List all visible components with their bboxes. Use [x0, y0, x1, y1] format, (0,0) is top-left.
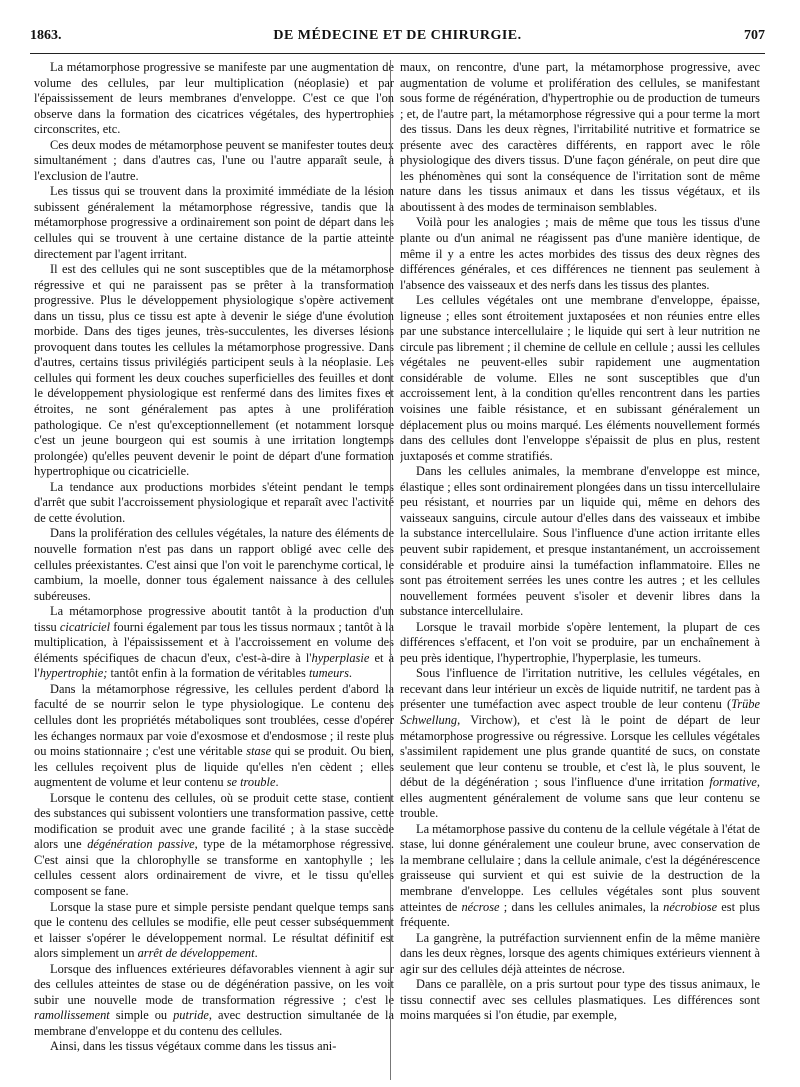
- text-run: , avec destruction simultanée de la membrane d'enveloppe et du contenu des cellules.: [34, 1008, 394, 1038]
- italic-term: hyperplasie: [311, 650, 370, 665]
- text-run: .: [275, 775, 279, 790]
- text-run: est plus fréquente.: [400, 899, 760, 930]
- paragraph: [34, 604, 394, 682]
- italic-term: dégénération passive: [87, 837, 195, 852]
- italic-term: se trouble: [226, 775, 276, 790]
- italic-term: arrêt de développement: [137, 946, 255, 961]
- text-run: .: [254, 946, 258, 961]
- text-run: ; dans les cellules animales, la: [499, 899, 664, 914]
- paragraph: [400, 931, 760, 978]
- text-run: Les cellules végétales ont une membrane d'enveloppe, épaisse, ligneuse ; elles sont étroitement juxtaposées et non réunies entre elles par une substance intercellulaire ; le liquide qui sert à leur nutrition ne circule pas librement ; il chemine de cellule en cellule ; aussi les cellules végétales ne peuvent-elles subir rapidement une augmentation considérable de volume. Elles ne sont susceptibles que d'un accroissement lent, à la condition qu'elles rencontrent dans les parties voisines une faible résistance, et en subissant généralement un déplacement plus ou moins marqué. Les éléments nouvellement formés dans des cellules dont l'enveloppe s'épaissit de plus en plus, restent juxtaposés et comme stratifiés.: [400, 293, 760, 463]
- italic-term: putride: [173, 1008, 209, 1023]
- italic-term: nécrobiose: [663, 899, 718, 914]
- column-divider: [390, 60, 391, 1080]
- paragraph: [34, 900, 394, 962]
- text-run: Ainsi, dans les tissus végétaux comme dans les tissus ani-: [50, 1039, 337, 1054]
- paragraph: [34, 138, 394, 185]
- paragraph: [34, 184, 394, 262]
- paragraph: [400, 666, 760, 821]
- page-number: 707: [744, 28, 765, 43]
- header-rule: [30, 53, 765, 54]
- left-column: [34, 60, 394, 1080]
- paragraph: [400, 60, 760, 215]
- text-run: , elles augmentent généralement de volume sans que leur contenu se trouble.: [400, 775, 760, 821]
- paragraph: [400, 822, 760, 931]
- text-run: La gangrène, la putréfaction surviennent enfin de la même manière dans les deux règnes, lorsque des agents chimiques extérieurs viennent à agir sur des cellules déjà atteintes de nécrose.: [400, 930, 760, 976]
- paragraph: [34, 682, 394, 791]
- paragraph: [400, 215, 760, 293]
- paragraph: [34, 480, 394, 527]
- text-run: Dans la prolifération des cellules végétales, la nature des éléments de nouvelle formation n'est pas dans un rapport obligé avec celle des cellules préexistantes. C'est ainsi que l'on voit le parenchyme cortical, le cambium, la moelle, donner tous également naissance à des cellules subéreuses.: [34, 526, 394, 603]
- text-run: maux, on rencontre, d'une part, la métamorphose progressive, avec augmentation de volume et prolifération des cellules, se manifestant sous forme de régénération, d'hypertrophie ou de production de tumeurs ; et, de l'autre part, la métamorphose régressive qui a pour terme la mort des tissus. Dans les deux règnes, l'irritabilité nutritive et formatrice se présente avec des caractères différents, en rapport avec le rôle physiologique des divers tissus. D'une façon générale, on peut dire que les phénomènes qui sont la conséquence de l'irritation sont de même nature dans les tissus animaux et dans les tissus végétaux, et ils aboutissent à des modes de terminaison semblables.: [400, 60, 760, 214]
- text-run: Dans les cellules animales, la membrane d'enveloppe est mince, élastique ; elles sont ordinairement plongées dans un tissu intercellulaire peu résistant, et nourries par un liquide qui, même en dehors des vaisseaux sanguins, circule autour d'elles dans des vaisseaux et imbibe la substance intercellulaire. Sous l'influence d'une action irritante elles peuvent subir rapidement, et presque instantanément, un accroissement considérable et produire ainsi la tuméfaction inflammatoire. Elles ne sont pas étroitement serrées les unes contre les autres ; et les cellules nouvellement formées peuvent s'isoler et devenir libres dans la substance intercellulaire.: [400, 464, 760, 619]
- header-title: DE MÉDECINE ET DE CHIRURGIE.: [273, 28, 522, 43]
- text-run: simple ou: [109, 1008, 174, 1023]
- paragraph: [400, 620, 760, 667]
- text-run: Voilà pour les analogies ; mais de même que tous les tissus d'une plante ou d'un animal ne réagissent pas d'une manière identique, de même il y a entre les actes morbides des tissus des deux règnes des différences générales, et ces différences ne tiennent pas seulement à l'absence des vaisseaux et des nerfs dans les tissus des plantes.: [400, 215, 760, 292]
- text-run: Sous l'influence de l'irritation nutritive, les cellules végétales, en recevant dans leur intérieur un excès de liquide nutritif, ne tardent pas à présenter une tuméfaction avec aspect trouble de leur contenu (: [400, 666, 760, 712]
- text-run: Lorsque la stase pure et simple persiste pendant quelque temps sans que le contenu des cellules se modifie, elle peut cesser subséquemment et laisser s'opérer le développement normal. Le résultat définitif est alors simplement un: [34, 899, 394, 961]
- paragraph: [34, 262, 394, 480]
- paragraph: [34, 526, 394, 604]
- right-column: [400, 60, 760, 1080]
- text-run: La métamorphose progressive se manifeste par une augmentation de volume des cellules, par leur multiplication (néoplasie) et par l'épaississement de leurs membranes d'enveloppe. C'est ce que l'on observe dans la formation des cicatrices végétales, des hypertrophies circonscrites, etc.: [34, 60, 394, 137]
- paragraph: [34, 791, 394, 900]
- italic-term: cicatriciel: [59, 619, 111, 634]
- text-run: Les tissus qui se trouvent dans la proximité immédiate de la lésion subissent généralement la métamorphose régressive, tandis que la métamorphose progressive a ordinairement son point de départ dans les cellules qui se trouvent à une certaine distance de la partie atteinte directement par l'agent irritant.: [34, 184, 394, 261]
- italic-term: Trübe Schwellung: [400, 697, 760, 727]
- text-run: Lorsque le travail morbide s'opère lentement, la plupart de ces différences s'effacent, et l'on voit se produire, par un enchaînement à peu près identique, l'hypertrophie, l'hyperplasie, les tumeurs.: [400, 619, 760, 665]
- italic-term: formative: [709, 775, 757, 790]
- text-run: qui se produit. Ou bien, les cellules reçoivent plus de liquide qu'elles n'en cèdent ; elles augmentent de volume et leur contenu: [34, 744, 394, 790]
- paragraph: [400, 464, 760, 619]
- text-run: Ces deux modes de métamorphose peuvent se manifester toutes deux simultanément ; dans d'autres cas, l'une ou l'autre apparaît seule, à l'exclusion de l'autre.: [34, 137, 394, 183]
- text-run: Il est des cellules qui ne sont susceptibles que de la métamorphose régressive et qui ne paraissent pas se prêter à la transformation progressive. Plus le développement physiologique s'opère activement dans un tissu, plus ce tissu est apte à devenir le siége d'une évolution morbide. Dans des tiges jeunes, très-succulentes, les diverses lésions provoquent dans toutes les cellules la métamorphose progressive. Dans d'autres, certains tissus privilégiés participent seuls à la néoplasie. Les cellules qui forment les deux couches superficielles des feuilles et dont le développement physiologique est renfermé dans des limites fixes et étroites, ne sont généralement pas aptes à une prolifération pathologique. Ce n'est qu'exceptionnellement (et notamment lorsque c'est un jeune bourgeon qui est soumis à une irritation longtemps prolongée) qu'elles peuvent devenir le point de départ d'une formation hypertrophique ou cicatricielle.: [34, 262, 394, 479]
- italic-term: nécrose: [461, 899, 500, 914]
- paragraph: [400, 293, 760, 464]
- text-run: Dans la métamorphose régressive, les cellules perdent d'abord la faculté de se nourrir selon le type physiologique. Le contenu des cellules dont les propriétés métaboliques sont troublées, cesse d'opérer les échanges normaux par voie d'exosmose et d'endosmose ; il reste plus ou moins stationnaire ; c'est une véritable: [34, 681, 394, 759]
- text-run: La tendance aux productions morbides s'éteint pendant le temps d'arrêt que subit l'accroissement physiologique et reparaît avec l'activité de cette évolution.: [34, 479, 394, 525]
- text-run: Lorsque le contenu des cellules, où se produit cette stase, contient des substances qui subissent volontiers une transformation passive, cette modification se produit avec une grande facilité ; à la stase succède alors une: [34, 790, 394, 852]
- italic-term: ramollissement: [34, 1008, 110, 1023]
- text-run: Dans ce parallèle, on a pris surtout pour type des tissus animaux, le tissu connectif avec ses cellules plasmatiques. Les différences sont moins marquées si l'on étudie, par exemple,: [400, 977, 760, 1023]
- text-run: , Virchow), et c'est là le point de départ de leur métamorphose progressive ou régressive. Lorsque les cellules végétales s'assimilent rapidement une plus grande quantité de sucs, on constate seulement que leur contenu se trouble, et c'est là, le plus souvent, le début de la dégénération ; sous l'influence d'une irritation: [400, 712, 760, 790]
- text-run: tantôt enfin à la formation de véritables: [107, 666, 309, 681]
- italic-term: tumeurs: [308, 666, 349, 681]
- text-run: La métamorphose passive du contenu de la cellule végétale à l'état de stase, lui donne généralement une couleur brune, avec conservation de la membrane cellulaire ; dans la cellule animale, c'est la dégénérescence graisseuse qui survient et qui est suivie de la destruction de la membrane d'enveloppe. Les cellules végétales sont plus souvent atteintes de: [400, 821, 760, 914]
- text-run: Lorsque des influences extérieures défavorables viennent à agir sur des cellules atteintes de stase ou de dégénération passive, on les voit subir une nouvelle mode de transformation régressive ; c'est le: [34, 961, 394, 1007]
- italic-term: stase: [246, 744, 272, 759]
- header-year: 1863.: [30, 28, 62, 43]
- paragraph: [34, 962, 394, 1040]
- text-run: fourni également par tous les tissus normaux ; tantôt à la multiplication, à l'épaississement et à l'accroissement en volume des éléments spécifiques de chacun d'eux, c'est-à-dire à l': [34, 619, 394, 665]
- text-run: et à l': [34, 650, 394, 681]
- paragraph: [34, 60, 394, 138]
- text-run: .: [348, 666, 353, 681]
- italic-term: hypertrophie;: [39, 666, 108, 681]
- text-run: , type de la métamorphose régressive. C'est ainsi que la chlorophylle se transforme en xantophylle ; les cellules cessent alors ordinairement de vivre, et le tissu qu'elles composent se fane.: [34, 837, 394, 898]
- text-run: La métamorphose progressive aboutit tantôt à la production d'un tissu: [34, 604, 394, 634]
- paragraph: [400, 977, 760, 1024]
- paragraph: [34, 1039, 394, 1055]
- running-header: [30, 28, 765, 50]
